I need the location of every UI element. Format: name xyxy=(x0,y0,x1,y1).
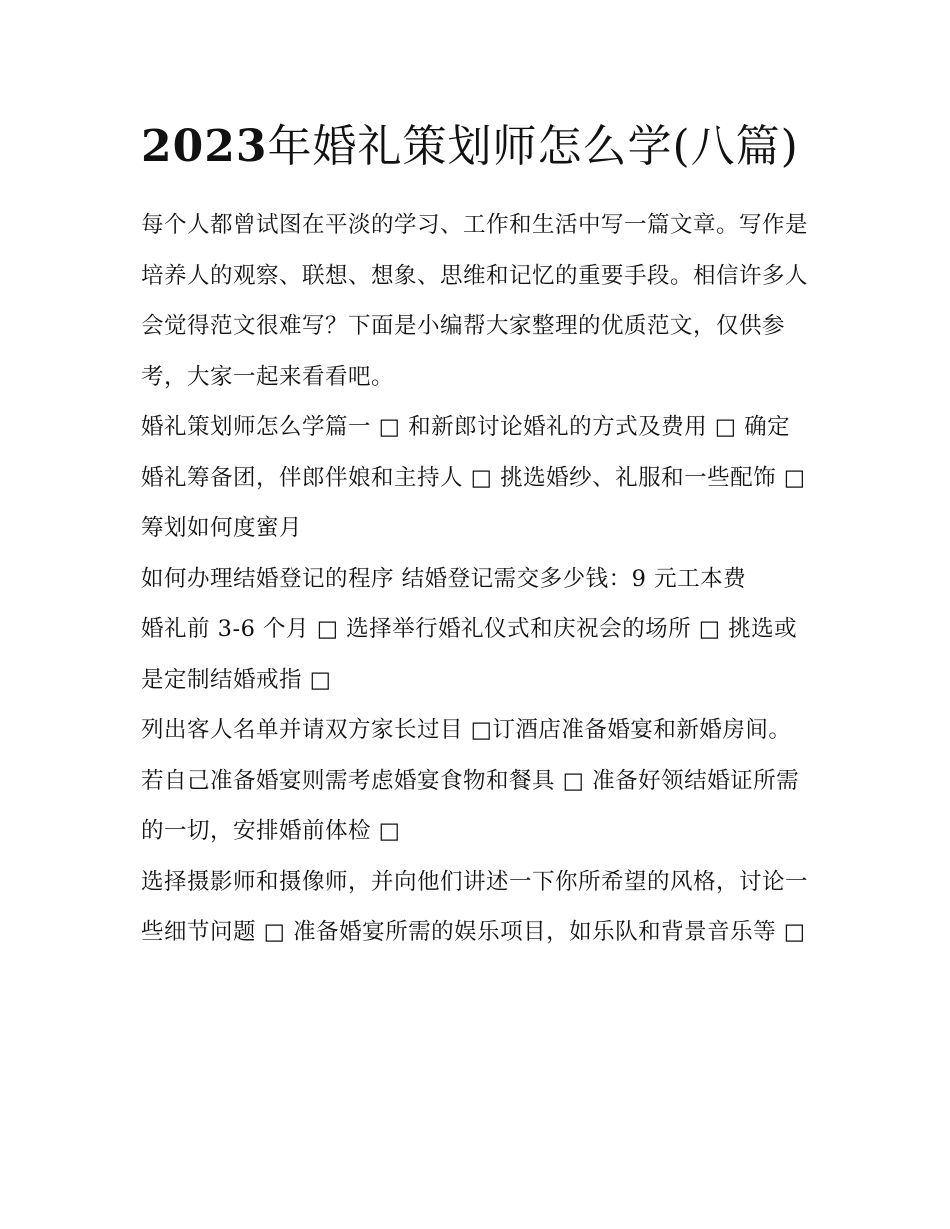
document-page xyxy=(141,112,813,958)
paragraph-guest-list: 列出客人名单并请双方家长过目 □订酒店准备婚宴和新婚房间。若自己准备婚宴则需考虑婚宴食物和餐具 □ 准备好领结婚证所需的一切，安排婚前体检 □ xyxy=(141,717,800,844)
paragraph-intro: 每个人都曾试图在平淡的学习、工作和生活中写一篇文章。写作是培养人的观察、联想、想象、思维和记忆的重要手段。相信许多人会觉得范文很难写？下面是小编帮大家整理的优质范文，仅供参考，大家一起来看看吧。 xyxy=(141,212,809,390)
title-year: 2023 xyxy=(141,121,268,172)
document-title xyxy=(141,112,813,182)
paragraph-part-one: 婚礼策划师怎么学篇一 □ 和新郎讨论婚礼的方式及费用 □ 确定婚礼筹备团，伴郎伴娘和主持人 □ 挑选婚纱、礼服和一些配饰 □ 筹划如何度蜜月 xyxy=(141,414,806,541)
title-text: 年婚礼策划师怎么学(八篇) xyxy=(267,121,799,172)
paragraph-registration: 如何办理结婚登记的程序 结婚登记需交多少钱：9 元工本费 xyxy=(141,565,747,592)
paragraph-photographer: 选择摄影师和摄像师，并向他们讲述一下你所希望的风格，讨论一些细节问题 □ 准备婚宴所需的娱乐项目，如乐队和背景音乐等 □ xyxy=(141,868,809,945)
paragraph-3-6-months: 婚礼前 3-6 个月 □ 选择举行婚礼仪式和庆祝会的场所 □ 挑选或是定制结婚戒指 □ xyxy=(141,616,798,693)
